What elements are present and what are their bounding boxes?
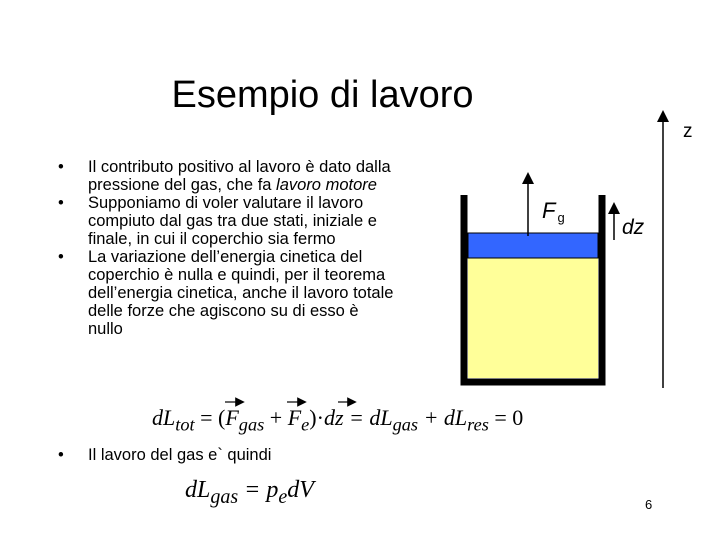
bullet-2-text: Supponiamo di voler valutare il lavoro compiuto dal gas tra due stati, iniziale e finale, in cui il coperchio sia fermo: [88, 194, 377, 248]
page-number: 6: [645, 497, 653, 512]
vector-fgas: F: [225, 405, 239, 430]
force-label: F $_g$: [542, 198, 565, 225]
piston-lid: [468, 233, 598, 258]
vector-fe: F: [287, 405, 302, 430]
displacement-label: dz: [622, 216, 645, 239]
gas-work-equation: $dL_{gas} = p_edV$: [185, 477, 314, 508]
work-balance-equation: $dL_{tot} = (F_{gas} + F_e)\cdot dz = dL_{gas} + dL_{res} = 0$: [152, 405, 524, 435]
z-axis-label: z: [683, 121, 693, 142]
bullet-3-text: La variazione dell’energia cinetica del coperchio è nulla e quindi, per il teorema dell’energia cinetica, anche il lavoro totale delle forze che agiscono su di esso è nullo: [88, 248, 394, 338]
bullet-1-italic-text: lavoro motore: [276, 176, 377, 194]
slide-title: Esempio di lavoro: [171, 74, 474, 116]
bullet-1-text: Il contributo positivo al lavoro è dato dalla pressione del gas, che fa: [88, 158, 391, 194]
gas-region: [468, 258, 598, 378]
bullet-4: • Il lavoro del gas e` quindi: [58, 446, 271, 465]
